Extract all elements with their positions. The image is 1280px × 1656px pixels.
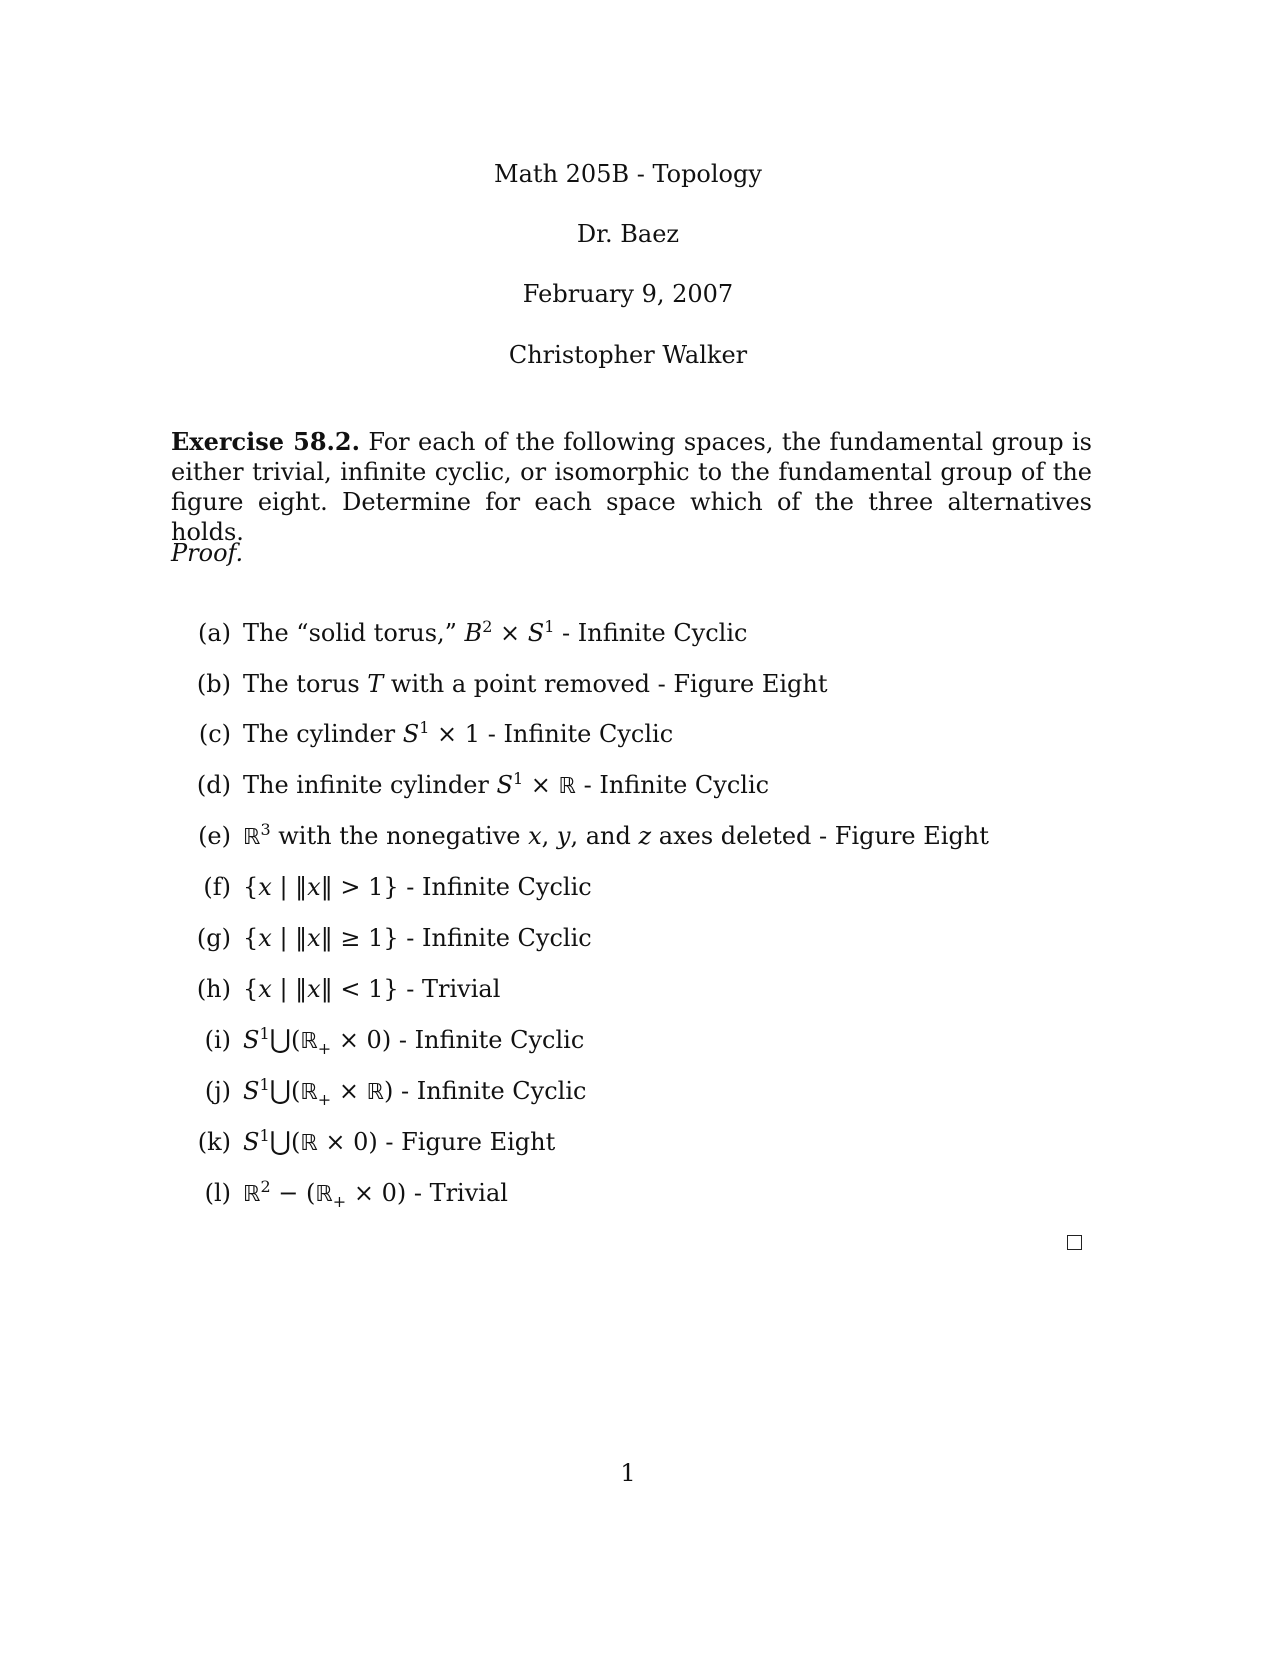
author-name: Christopher Walker: [508, 341, 748, 369]
instructor-name: Dr. Baez: [576, 220, 680, 248]
item-answer: Infinite Cyclic: [414, 1026, 585, 1054]
exercise-label: Exercise 58.2.: [171, 427, 360, 456]
list-item: (k) $S^1⋃(ℝ \times 0)$ - Figure Eight: [183, 1127, 1083, 1159]
item-answer: Trivial: [429, 1179, 508, 1207]
item-answer: Trivial: [422, 975, 501, 1003]
list-item: (f) {x | ‖x‖ > 1} - Infinite Cyclic: [183, 872, 1083, 902]
item-label: (g): [196, 924, 231, 952]
item-answer: Figure Eight: [401, 1128, 556, 1156]
item-answer: Infinite Cyclic: [416, 1077, 587, 1105]
list-item: (d) The infinite cylinder $S^1$ × ℝ - Infinite Cyclic: [183, 770, 1083, 802]
exercise-statement: [171, 427, 1092, 547]
item-answer: Figure Eight: [834, 822, 989, 850]
list-item: (c) The cylinder $S^1 \times 1$ - Infinite Cyclic: [183, 719, 1083, 749]
item-answer: Infinite Cyclic: [577, 619, 748, 647]
item-label: (c): [198, 720, 231, 748]
item-label: (e): [198, 822, 231, 850]
list-item: (j) $S^1⋃(ℝ_+$ × ℝ) - Infinite Cyclic: [183, 1076, 1083, 1108]
item-label: (i): [204, 1026, 231, 1054]
course-title: Math 205B - Topology: [494, 160, 762, 188]
list-item: (e) ℝ$^3$ with the nonegative x, y, and z axes deleted - Figure Eight: [183, 821, 1083, 853]
item-answer: Infinite Cyclic: [599, 771, 770, 799]
proof-label: Proof.: [171, 539, 244, 567]
item-label: (l): [204, 1179, 231, 1207]
item-answer: Infinite Cyclic: [422, 924, 592, 952]
list-item: (l) ℝ$^2$ − (ℝ$_+$ × 0) - Trivial: [183, 1178, 1083, 1210]
list-item: (a) The “solid torus,” $B^2 \times S^1$ - Infinite Cyclic: [183, 618, 1083, 648]
item-label: (f): [203, 873, 231, 901]
item-answer: Figure Eight: [673, 670, 828, 698]
item-label: (j): [204, 1077, 231, 1105]
qed-square-icon: [1067, 1235, 1082, 1250]
page-number: 1: [620, 1459, 636, 1487]
item-answer: Infinite Cyclic: [503, 720, 674, 748]
item-label: (b): [196, 670, 231, 698]
list-item: (g) {x | ‖x‖ ≥ 1} - Infinite Cyclic: [183, 923, 1083, 953]
list-item: (h) {x | ‖x‖ < 1} - Trivial: [183, 974, 1083, 1004]
item-answer: Infinite Cyclic: [422, 873, 592, 901]
exercise-text: For each of the following spaces, the fundamental group is either trivial, infinite cyclic, or isomorphic to the fundamental group of the figure eight. Determine for each space which of the three alternatives holds.: [171, 428, 1092, 546]
item-label: (d): [196, 771, 231, 799]
item-label: (a): [197, 619, 231, 647]
document-date: February 9, 2007: [522, 280, 734, 308]
item-label: (h): [196, 975, 231, 1003]
item-label: (k): [197, 1128, 231, 1156]
list-item: (b) The torus T with a point removed - Figure Eight: [183, 669, 1083, 699]
list-item: (i) $S^1⋃(ℝ_+ \times 0)$ - Infinite Cyclic: [183, 1025, 1083, 1057]
